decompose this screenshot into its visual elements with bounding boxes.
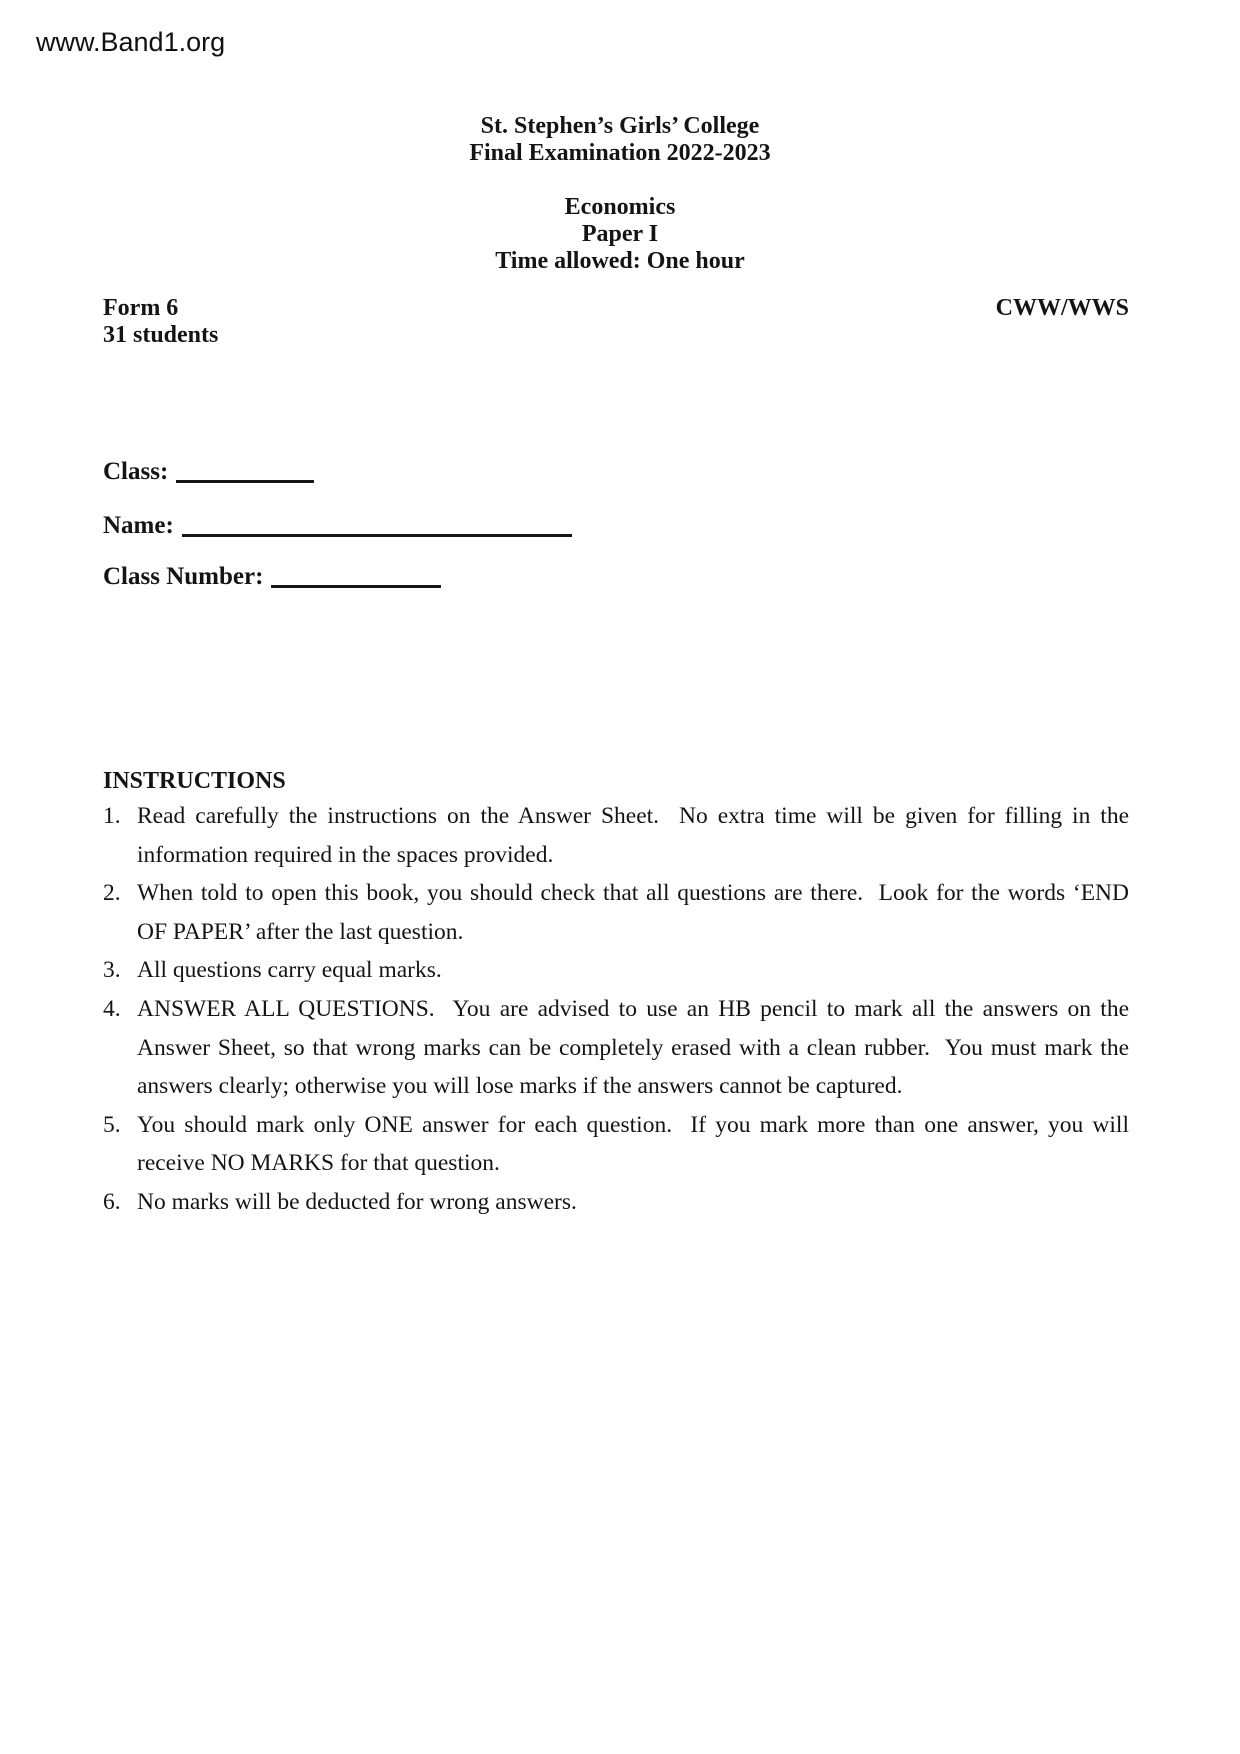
exam-header [0,113,1240,275]
instruction-text: Read carefully the instructions on the Answer Sheet. No extra time will be given for filling in the information required in the spaces provided. [137,803,1129,868]
instruction-item [103,874,1129,951]
instruction-item [103,1106,1129,1183]
class-label: Class: [103,458,169,485]
instruction-item [103,990,1129,1106]
name-field-row [103,508,572,541]
instruction-text: ANSWER ALL QUESTIONS. You are advised to use an HB pencil to mark all the answers on the Answer Sheet, so that wrong marks can be completely erased with a clean rubber. You must mark the answers clearly; otherwise you will lose marks if the answers cannot be captured. [137,995,1129,1100]
class-blank-line [176,458,314,483]
school-name: St. Stephen’s Girls’ College [480,113,760,139]
instruction-number: 1. [103,803,121,829]
class-number-field-row [103,559,441,592]
student-count: 31 students [103,322,219,348]
instruction-number: 6. [103,1188,121,1215]
name-label: Name: [103,512,174,539]
class-number-label: Class Number: [103,563,264,590]
instruction-number: 3. [103,957,121,984]
subject-name: Economics [564,194,676,220]
class-field-row [103,454,314,487]
instructions-heading: INSTRUCTIONS [103,768,286,794]
instruction-text: No marks will be deducted for wrong answers. [137,1188,577,1215]
time-allowed: Time allowed: One hour [495,248,745,274]
instructions-section [103,766,1129,1222]
instruction-number: 2. [103,880,121,907]
form-level: Form 6 [103,295,179,321]
instruction-text: All questions carry equal marks. [137,957,442,984]
instruction-number: 5. [103,1111,121,1138]
site-watermark: www.Band1.org [36,27,226,57]
instruction-item [103,797,1129,874]
name-blank-line [182,512,572,537]
class-number-blank-line [271,563,441,588]
instruction-text: You should mark only ONE answer for each question. If you mark more than one answer, you will receive NO MARKS for that question. [137,1111,1129,1177]
instruction-text: When told to open this book, you should check that all questions are there. Look for the words ‘END OF PAPER’ after the last question. [137,880,1129,945]
marker-code: CWW/WWS [995,295,1129,321]
instruction-item [103,951,1129,990]
instruction-number: 4. [103,995,121,1022]
paper-number: Paper I [581,221,659,247]
title-spacer [0,167,1240,194]
instruction-item [103,1183,1129,1222]
form-info-row [103,295,1129,349]
exam-title: Final Examination 2022-2023 [469,140,771,166]
